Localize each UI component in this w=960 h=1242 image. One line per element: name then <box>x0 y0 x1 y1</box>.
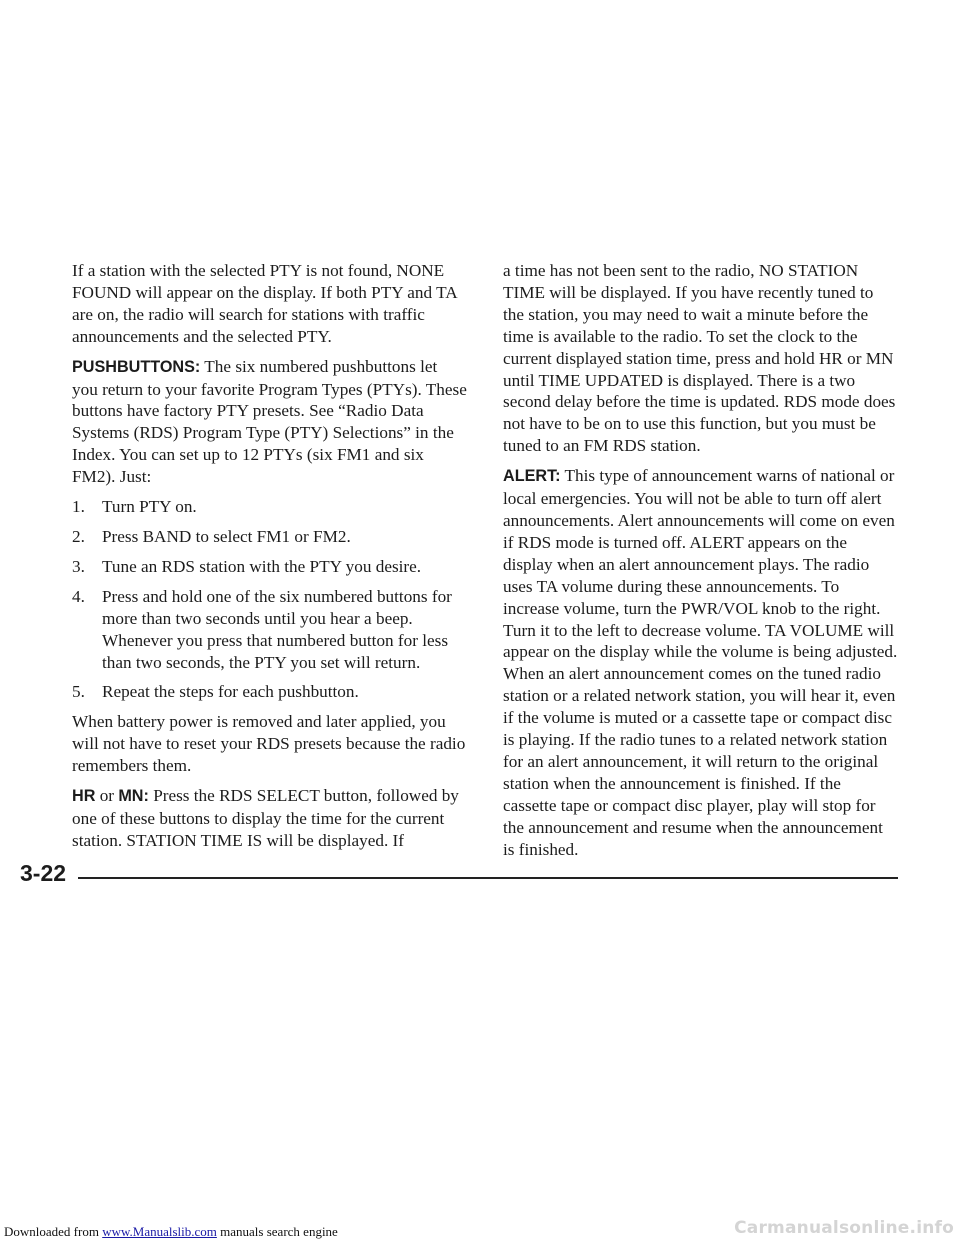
pushbuttons-text: The six numbered pushbuttons let you return to your favorite Program Types (PTYs). These buttons have factory PTY presets. See “Radio Data Systems (RDS) Program Type (PTY) Selections” in the Index. You can set up to 12 PTYs (six FM1 and six FM2). Just: <box>72 356 467 487</box>
step-text: Press and hold one of the six numbered buttons for more than two seconds until you hear a beep. Whenever you press that numbered button for less than two seconds, the PTY you set will return. <box>102 586 452 672</box>
mn-term: MN: <box>118 787 149 806</box>
download-banner <box>4 1224 338 1240</box>
alert-paragraph <box>503 465 898 860</box>
manualslib-link[interactable]: www.Manualslib.com <box>102 1224 217 1239</box>
battery-paragraph: When battery power is removed and later applied, you will not have to reset your RDS presets because the radio remembers them. <box>72 712 466 776</box>
step-text: Turn PTY on. <box>102 497 197 517</box>
hr-mn-text: Press the RDS SELECT button, followed by one of these buttons to display the time for the current station. STATION TIME IS will be displayed. If <box>72 786 459 850</box>
continued-paragraph: a time has not been sent to the radio, NO STATION TIME will be displayed. If you have recently tuned to the station, you may need to wait a minute before the time is available to the radio. To set the clock to the current displayed station time, press and hold HR or MN until TIME UPDATED is displayed. There is a two second delay before the time is updated. RDS mode does not have to be on to use this function, but you must be tuned to an FM RDS station. <box>503 261 896 456</box>
list-item <box>72 556 467 578</box>
footer-rule <box>78 877 898 879</box>
step-number: 1. <box>72 497 85 517</box>
list-item <box>72 496 467 518</box>
alert-term: ALERT: <box>503 467 561 486</box>
left-column <box>72 260 467 860</box>
step-number: 3. <box>72 556 85 576</box>
hr-term: HR <box>72 787 96 806</box>
step-number: 4. <box>72 586 85 606</box>
step-text: Tune an RDS station with the PTY you desire. <box>102 556 422 576</box>
steps-list <box>72 496 467 703</box>
step-number: 5. <box>72 682 85 702</box>
watermark-logo: Carmanualsonline.info <box>734 1218 954 1238</box>
alert-text: This type of announcement warns of national or local emergencies. You will not be able to turn off alert announcements. Alert announcements will come on even if RDS mode is turned off. ALERT appears on the display when an alert announcement plays. The radio uses TA volume during these announcements. To increase volume, turn the PWR/VOL knob to the right. Turn it to the left to decrease volume. TA VOLUME will appear on the display while the volume is being adjusted. When an alert announcement comes on the tuned radio station or a related network station, you will hear it, even if the volume is muted or a cassette tape or compact disc is playing. If the radio tunes to a related network station for an alert announcement, it will return to the original station when the announcement is finished. If the cassette tape or compact disc player, play will stop for the announcement and resume when the announcement is finished. <box>503 466 898 859</box>
step-text: Repeat the steps for each pushbutton. <box>102 682 359 702</box>
list-item <box>72 526 467 548</box>
list-item <box>72 586 467 674</box>
banner-prefix: Downloaded from <box>4 1224 103 1239</box>
hr-mn-paragraph <box>72 785 467 852</box>
intro-paragraph: If a station with the selected PTY is not found, NONE FOUND will appear on the display. If both PTY and TA are on, the radio will search for stations with traffic announcements and the selected PTY. <box>72 261 457 346</box>
step-number: 2. <box>72 526 85 546</box>
list-item <box>72 681 467 703</box>
right-column <box>503 260 898 868</box>
step-text: Press BAND to select FM1 or FM2. <box>102 526 351 546</box>
banner-suffix: manuals search engine <box>216 1224 338 1239</box>
hr-or-text: or <box>95 786 119 806</box>
page-number: 3-22 <box>20 860 72 887</box>
pushbuttons-paragraph <box>72 356 467 488</box>
pushbuttons-term: PUSHBUTTONS: <box>72 357 201 376</box>
